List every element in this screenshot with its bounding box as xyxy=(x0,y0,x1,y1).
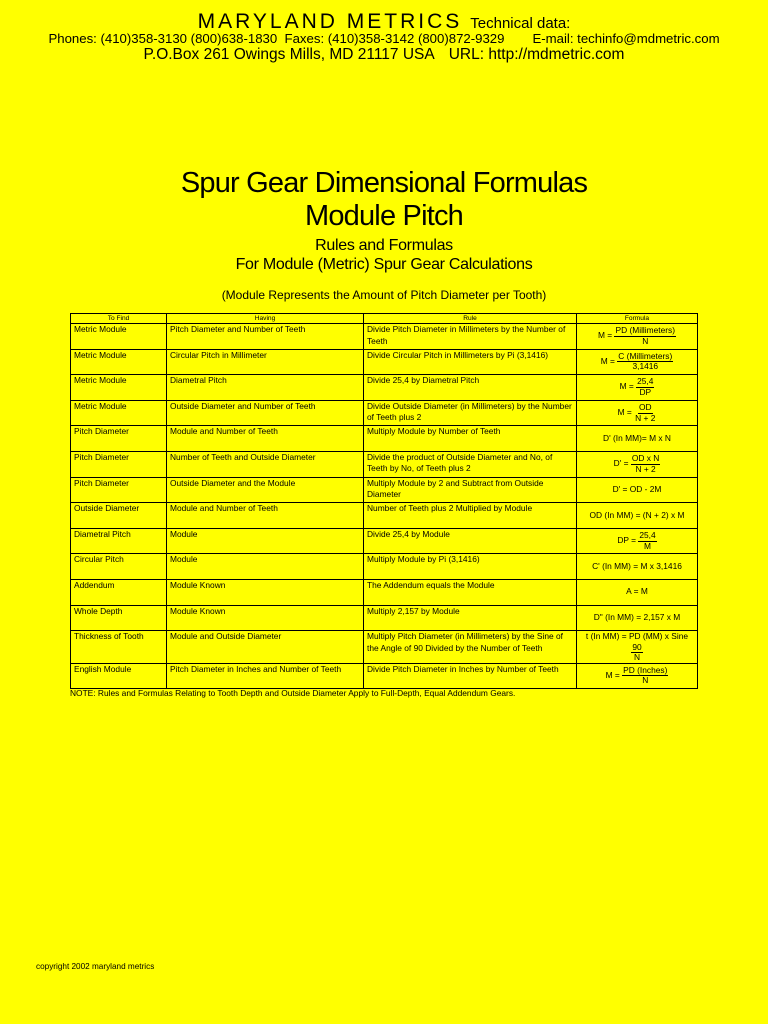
fraction xyxy=(631,454,660,474)
table-row xyxy=(71,631,698,664)
table-row xyxy=(71,451,698,477)
cell-formula xyxy=(577,324,698,350)
formula-text: C' (In MM) = M x 3,1416 xyxy=(592,560,682,571)
rules-heading: Rules and Formulas xyxy=(315,237,453,254)
cell-to-find: Metric Module xyxy=(71,324,167,350)
fraction xyxy=(617,352,673,372)
formula-text: OD (In MM) = (N + 2) x M xyxy=(589,509,685,520)
formula-text: A = M xyxy=(626,586,648,597)
cell-formula xyxy=(577,426,698,452)
formula-table xyxy=(70,313,698,689)
cell-formula xyxy=(577,554,698,580)
cell-having: Module and Number of Teeth xyxy=(167,426,364,452)
calc-heading: For Module (Metric) Spur Gear Calculations xyxy=(235,256,533,273)
cell-formula xyxy=(577,528,698,554)
cell-rule: Number of Teeth plus 2 Multiplied by Module xyxy=(364,503,577,529)
cell-having: Module xyxy=(167,528,364,554)
table-header-row xyxy=(71,314,698,324)
cell-formula xyxy=(577,503,698,529)
cell-having: Outside Diameter and the Module xyxy=(167,477,364,503)
module-note: (Module Represents the Amount of Pitch Diameter per Tooth) xyxy=(221,288,547,302)
cell-formula xyxy=(577,400,698,426)
numerator: 25,4 xyxy=(637,376,654,387)
cell-to-find: Thickness of Tooth xyxy=(71,631,167,664)
table-row xyxy=(71,579,698,605)
denominator: N xyxy=(642,675,649,686)
numerator: 25,4 xyxy=(639,530,656,541)
formula-text: D" (In MM) = 2,157 x M xyxy=(593,612,681,623)
cell-to-find: Pitch Diameter xyxy=(71,426,167,452)
cell-having: Pitch Diameter in Inches and Number of Teeth xyxy=(167,663,364,689)
cell-to-find: Whole Depth xyxy=(71,605,167,631)
numerator: OD xyxy=(638,402,652,413)
formula-lhs: M = xyxy=(597,330,613,341)
cell-rule: Divide Circular Pitch in Millimeters by Pi (3,1416) xyxy=(364,349,577,375)
denominator: DP xyxy=(639,386,652,397)
cell-formula xyxy=(577,605,698,631)
cell-having: Circular Pitch in Millimeter xyxy=(167,349,364,375)
formula-lhs: D' = xyxy=(613,458,629,469)
cell-formula xyxy=(577,477,698,503)
fraction xyxy=(638,531,656,551)
copyright: copyright 2002 maryland metrics xyxy=(36,962,155,971)
sub-title: Module Pitch xyxy=(304,200,464,232)
denominator: 3,1416 xyxy=(632,361,659,372)
cell-having: Module xyxy=(167,554,364,580)
cell-rule: Multiply Module by Pi (3,1416) xyxy=(364,554,577,580)
fraction xyxy=(614,326,676,346)
col-header-having: Having xyxy=(167,314,364,324)
cell-having: Outside Diameter and Number of Teeth xyxy=(167,400,364,426)
table-row xyxy=(71,324,698,350)
company-name: MARYLAND METRICS xyxy=(197,10,463,33)
faxes: Faxes: (410)358-3142 (800)872-9329 xyxy=(284,31,505,46)
cell-formula xyxy=(577,631,698,664)
cell-to-find: Diametral Pitch xyxy=(71,528,167,554)
cell-having: Module Known xyxy=(167,579,364,605)
fraction xyxy=(636,377,654,397)
col-header-to-find: To Find xyxy=(71,314,167,324)
formula-lhs: M = xyxy=(619,381,634,392)
cell-to-find: Circular Pitch xyxy=(71,554,167,580)
denominator: N + 2 xyxy=(635,412,656,423)
table-row xyxy=(71,477,698,503)
cell-formula xyxy=(577,579,698,605)
cell-formula xyxy=(577,349,698,375)
col-header-rule: Rule xyxy=(364,314,577,324)
table-row xyxy=(71,554,698,580)
numerator: PD (Millimeters) xyxy=(615,325,676,336)
fraction xyxy=(631,643,642,663)
cell-rule: Divide Pitch Diameter in Millimeters by the Number of Teeth xyxy=(364,324,577,350)
col-header-formula: Formula xyxy=(577,314,698,324)
cell-to-find: Addendum xyxy=(71,579,167,605)
cell-to-find: Pitch Diameter xyxy=(71,451,167,477)
cell-formula xyxy=(577,451,698,477)
cell-rule: Multiply Module by 2 and Subtract from Outside Diameter xyxy=(364,477,577,503)
denominator: N xyxy=(633,652,641,663)
footnote: NOTE: Rules and Formulas Relating to Tooth Depth and Outside Diameter Apply to Full-Depth, Equal Addendum Gears. xyxy=(70,688,516,698)
cell-having: Module and Outside Diameter xyxy=(167,631,364,664)
cell-to-find: Metric Module xyxy=(71,400,167,426)
url-link[interactable]: URL: http://mdmetric.com xyxy=(448,46,625,63)
table-row xyxy=(71,375,698,401)
cell-rule: Divide 25,4 by Diametral Pitch xyxy=(364,375,577,401)
cell-rule: Divide 25,4 by Module xyxy=(364,528,577,554)
address: P.O.Box 261 Owings Mills, MD 21117 USA xyxy=(143,46,435,63)
formula-lhs: DP = xyxy=(617,535,637,546)
numerator: OD x N xyxy=(631,453,660,464)
table-row xyxy=(71,426,698,452)
numerator: PD (Inches) xyxy=(623,664,668,675)
cell-having: Pitch Diameter and Number of Teeth xyxy=(167,324,364,350)
table-row xyxy=(71,503,698,529)
cell-to-find: Pitch Diameter xyxy=(71,477,167,503)
cell-having: Diametral Pitch xyxy=(167,375,364,401)
table-row xyxy=(71,663,698,689)
cell-to-find: Metric Module xyxy=(71,349,167,375)
fraction xyxy=(634,403,656,423)
formula-lhs: M = xyxy=(600,356,615,367)
cell-rule: Multiply Module by Number of Teeth xyxy=(364,426,577,452)
cell-formula xyxy=(577,663,698,689)
cell-rule: Divide Pitch Diameter in Inches by Number of Teeth xyxy=(364,663,577,689)
technical-data-label: Technical data: xyxy=(470,15,571,32)
denominator: N xyxy=(642,335,649,346)
formula-lhs: t (In MM) = PD (MM) x Sine xyxy=(585,631,689,642)
cell-rule: Multiply 2,157 by Module xyxy=(364,605,577,631)
email: E-mail: techinfo@mdmetric.com xyxy=(532,31,720,46)
cell-having: Module Known xyxy=(167,605,364,631)
cell-rule: Divide the product of Outside Diameter and No, of Teeth by No, of Teeth plus 2 xyxy=(364,451,577,477)
phones: Phones: (410)358-3130 (800)638-1830 xyxy=(48,31,278,46)
formula-text: D' = OD - 2M xyxy=(612,484,662,495)
fraction xyxy=(622,666,668,686)
cell-to-find: Metric Module xyxy=(71,375,167,401)
table-row xyxy=(71,349,698,375)
contact-line xyxy=(0,31,768,46)
denominator: M xyxy=(644,540,651,551)
cell-having: Number of Teeth and Outside Diameter xyxy=(167,451,364,477)
address-line xyxy=(0,46,768,64)
table-row xyxy=(71,528,698,554)
cell-to-find: Outside Diameter xyxy=(71,503,167,529)
table-row xyxy=(71,400,698,426)
cell-rule: Divide Outside Diameter (in Millimeters) by the Number of Teeth plus 2 xyxy=(364,400,577,426)
cell-rule: Multiply Pitch Diameter (in Millimeters) by the Sine of the Angle of 90 Divided by the Number of Teeth xyxy=(364,631,577,664)
numerator: C (Millimeters) xyxy=(618,350,673,361)
denominator: N + 2 xyxy=(635,463,656,474)
formula-text: D' (In MM)= M x N xyxy=(603,432,671,443)
cell-formula xyxy=(577,375,698,401)
formula-lhs: M = xyxy=(617,407,632,418)
numerator: 90 xyxy=(632,641,642,652)
cell-rule: The Addendum equals the Module xyxy=(364,579,577,605)
table-row xyxy=(71,605,698,631)
cell-having: Module and Number of Teeth xyxy=(167,503,364,529)
formula-lhs: M = xyxy=(605,670,620,681)
main-title: Spur Gear Dimensional Formulas xyxy=(180,167,588,199)
cell-to-find: English Module xyxy=(71,663,167,689)
